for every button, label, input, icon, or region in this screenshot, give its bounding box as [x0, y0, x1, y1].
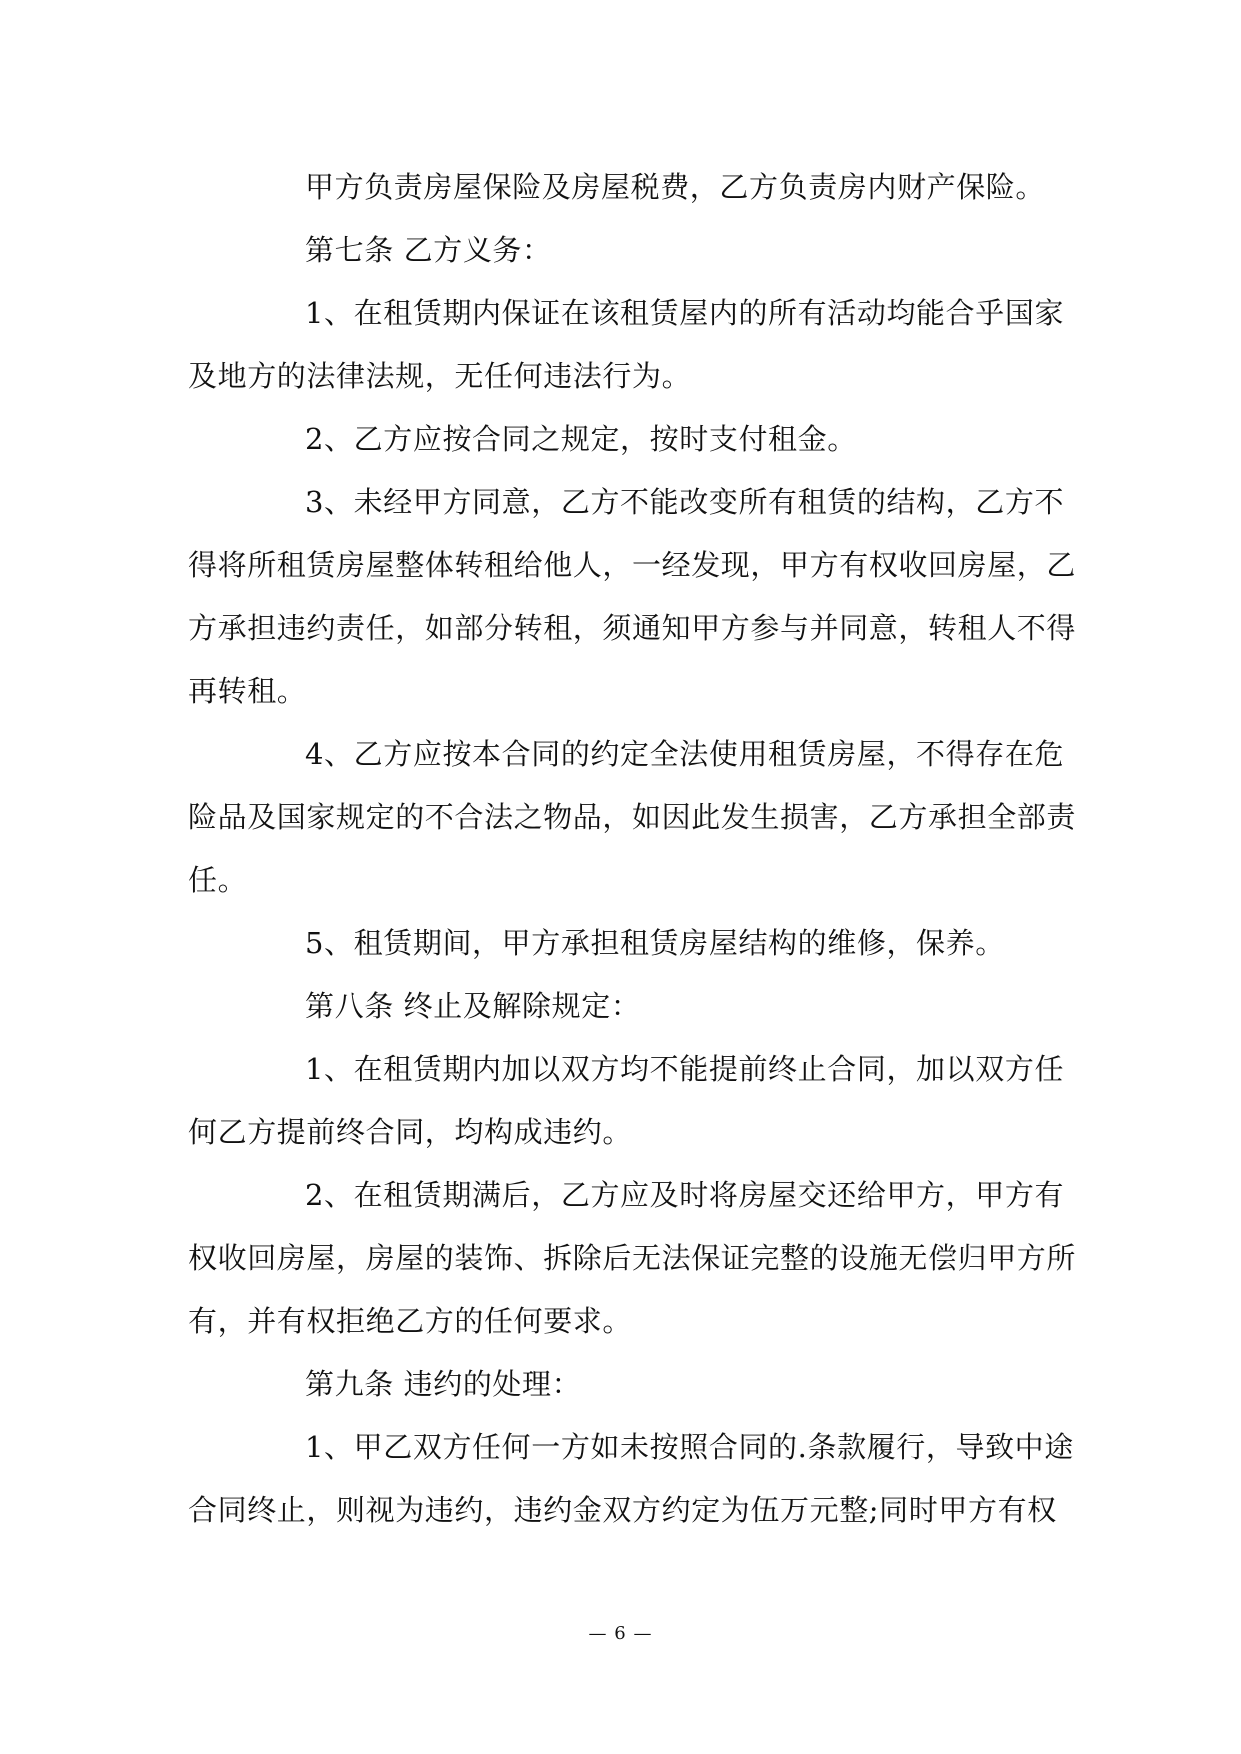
section-heading: 第九条 违约的处理： — [305, 1367, 582, 1401]
paragraph-line: 方承担违约责任，如部分转租，须通知甲方参与并同意，转租人不得 — [188, 611, 1077, 645]
paragraph-line: 有，并有权拒绝乙方的任何要求。 — [188, 1304, 633, 1338]
paragraph-line: 及地方的法律法规，无任何违法行为。 — [188, 359, 692, 393]
paragraph-line: 任。 — [188, 863, 248, 897]
paragraph-line: 权收回房屋，房屋的装饰、拆除后无法保证完整的设施无偿归甲方所 — [188, 1241, 1077, 1275]
paragraph-line: 合同终止，则视为违约，违约金双方约定为伍万元整;同时甲方有权 — [188, 1493, 1057, 1527]
paragraph-line: 何乙方提前终合同，均构成违约。 — [188, 1115, 633, 1149]
paragraph-line: 4、乙方应按本合同的约定全法使用租赁房屋，不得存在危 — [305, 737, 1065, 771]
page-number: — 6 — — [588, 1623, 653, 1644]
section-heading: 第七条 乙方义务： — [305, 233, 552, 267]
paragraph-line: 1、在租赁期内加以双方均不能提前终止合同，加以双方任 — [305, 1052, 1065, 1086]
paragraph-line: 得将所租赁房屋整体转租给他人，一经发现，甲方有权收回房屋，乙 — [188, 548, 1077, 582]
paragraph-line: 2、在租赁期满后，乙方应及时将房屋交还给甲方，甲方有 — [305, 1178, 1065, 1212]
paragraph-line: 3、未经甲方同意，乙方不能改变所有租赁的结构，乙方不 — [305, 485, 1065, 519]
paragraph-line: 1、在租赁期内保证在该租赁屋内的所有活动均能合乎国家 — [305, 296, 1065, 330]
paragraph-line: 5、租赁期间，甲方承担租赁房屋结构的维修，保养。 — [305, 926, 1005, 960]
section-heading: 第八条 终止及解除规定： — [305, 989, 641, 1023]
paragraph-line: 1、甲乙双方任何一方如未按照合同的.条款履行，导致中途 — [305, 1430, 1074, 1464]
paragraph-line: 再转租。 — [188, 674, 307, 708]
paragraph-line: 险品及国家规定的不合法之物品，如因此发生损害，乙方承担全部责 — [188, 800, 1077, 834]
paragraph-line: 2、乙方应按合同之规定，按时支付租金。 — [305, 422, 857, 456]
paragraph-line: 甲方负责房屋保险及房屋税费，乙方负责房内财产保险。 — [305, 170, 1046, 204]
